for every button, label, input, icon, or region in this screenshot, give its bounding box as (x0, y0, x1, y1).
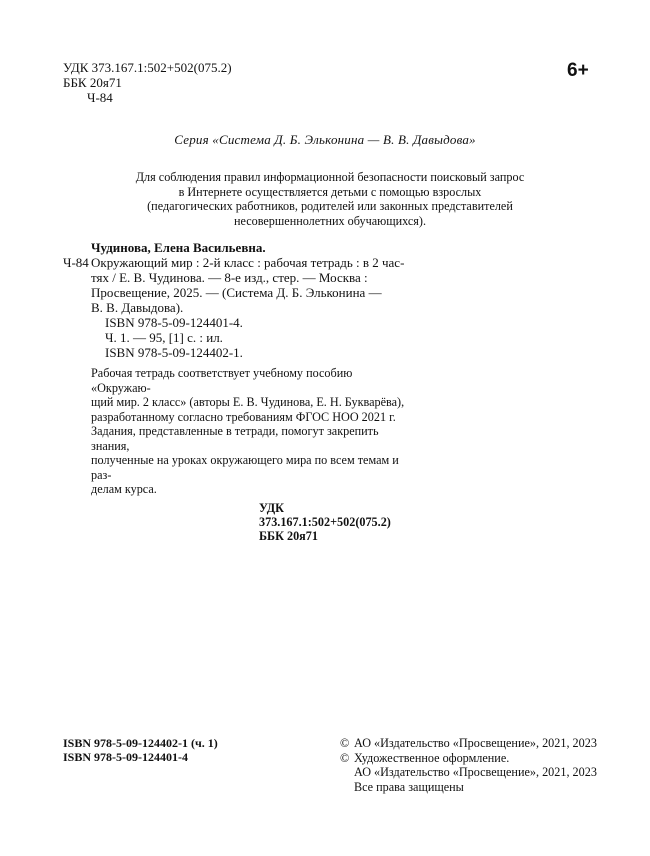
notice-line: (педагогических работников, родителей или законных представителей (147, 199, 513, 213)
abstract-line: Задания, представленные в тетради, помогут закрепить знания, (91, 424, 379, 453)
biblio-description (91, 255, 413, 315)
copyright-line: АО «Издательство «Просвещение», 2021, 2023 (354, 736, 597, 750)
abstract-line: делам курса. (91, 482, 157, 496)
notice-line: в Интернете осуществляется детьми с помощью взрослых (178, 184, 482, 199)
biblio-line: тях / Е. В. Чудинова. — 8-е изд., стер. — Москва : (91, 270, 368, 285)
footer-isbn (63, 736, 218, 764)
biblio-line: Окружающий мир : 2-й класс : рабочая тетрадь : в 2 час- (91, 255, 405, 270)
udk-code-bottom: УДК 373.167.1:502+502(075.2) (259, 500, 391, 529)
copyright-line: АО «Издательство «Просвещение», 2021, 2023 (354, 765, 597, 779)
age-rating: 6+ (567, 60, 589, 81)
catalog-codes (63, 60, 232, 105)
abstract-line: щий мир. 2 класс» (авторы Е. В. Чудинова, Е. Н. Букварёва), (91, 395, 405, 409)
bbk-code-bottom: ББК 20я71 (259, 528, 318, 543)
bibliographic-record (63, 240, 413, 543)
author-name: Чудинова, Елена Васильевна. (91, 240, 266, 255)
abstract (91, 366, 413, 497)
notice-line: Для соблюдения правил информационной безопасности поисковый запрос (135, 170, 525, 184)
isbn-line: ISBN 978-5-09-124401-4. (105, 315, 243, 330)
isbn-set: ISBN 978-5-09-124401-4 (63, 750, 188, 764)
safety-notice (120, 170, 540, 228)
copyright-icon: © (340, 750, 350, 765)
isbn-line: Ч. 1. — 95, [1] с. : ил. (105, 330, 223, 345)
abstract-line: Рабочая тетрадь соответствует учебному пособию «Окружаю- (91, 366, 353, 395)
classification-codes (259, 501, 413, 543)
copyright-block (340, 736, 597, 794)
series-title: Серия «Система Д. Б. Эльконина — В. В. Давыдова» (174, 132, 476, 147)
isbn-list (105, 315, 413, 360)
copyright-icon: © (340, 736, 350, 750)
isbn-part1: ISBN 978-5-09-124402-1 (ч. 1) (63, 736, 218, 750)
biblio-main (63, 255, 413, 315)
isbn-line: ISBN 978-5-09-124402-1. (105, 345, 243, 360)
copyright-line: Художественное оформление. (354, 750, 510, 765)
author-mark: Ч-84 (87, 90, 113, 105)
biblio-line: Просвещение, 2025. — (Система Д. Б. Эльконина — (91, 285, 382, 300)
notice-line: несовершеннолетних обучающихся). (233, 213, 427, 228)
abstract-line: полученные на уроках окружающего мира по всем темам и раз- (91, 453, 399, 482)
abstract-line: разработанному согласно требованиям ФГОС НОО 2021 г. (91, 409, 396, 424)
copyright-line: Все права защищены (354, 779, 464, 794)
biblio-code: Ч-84 (63, 255, 89, 270)
bbk-code: ББК 20я71 (63, 75, 122, 90)
udk-code: УДК 373.167.1:502+502(075.2) (63, 60, 232, 75)
biblio-line: В. В. Давыдова). (91, 300, 184, 315)
